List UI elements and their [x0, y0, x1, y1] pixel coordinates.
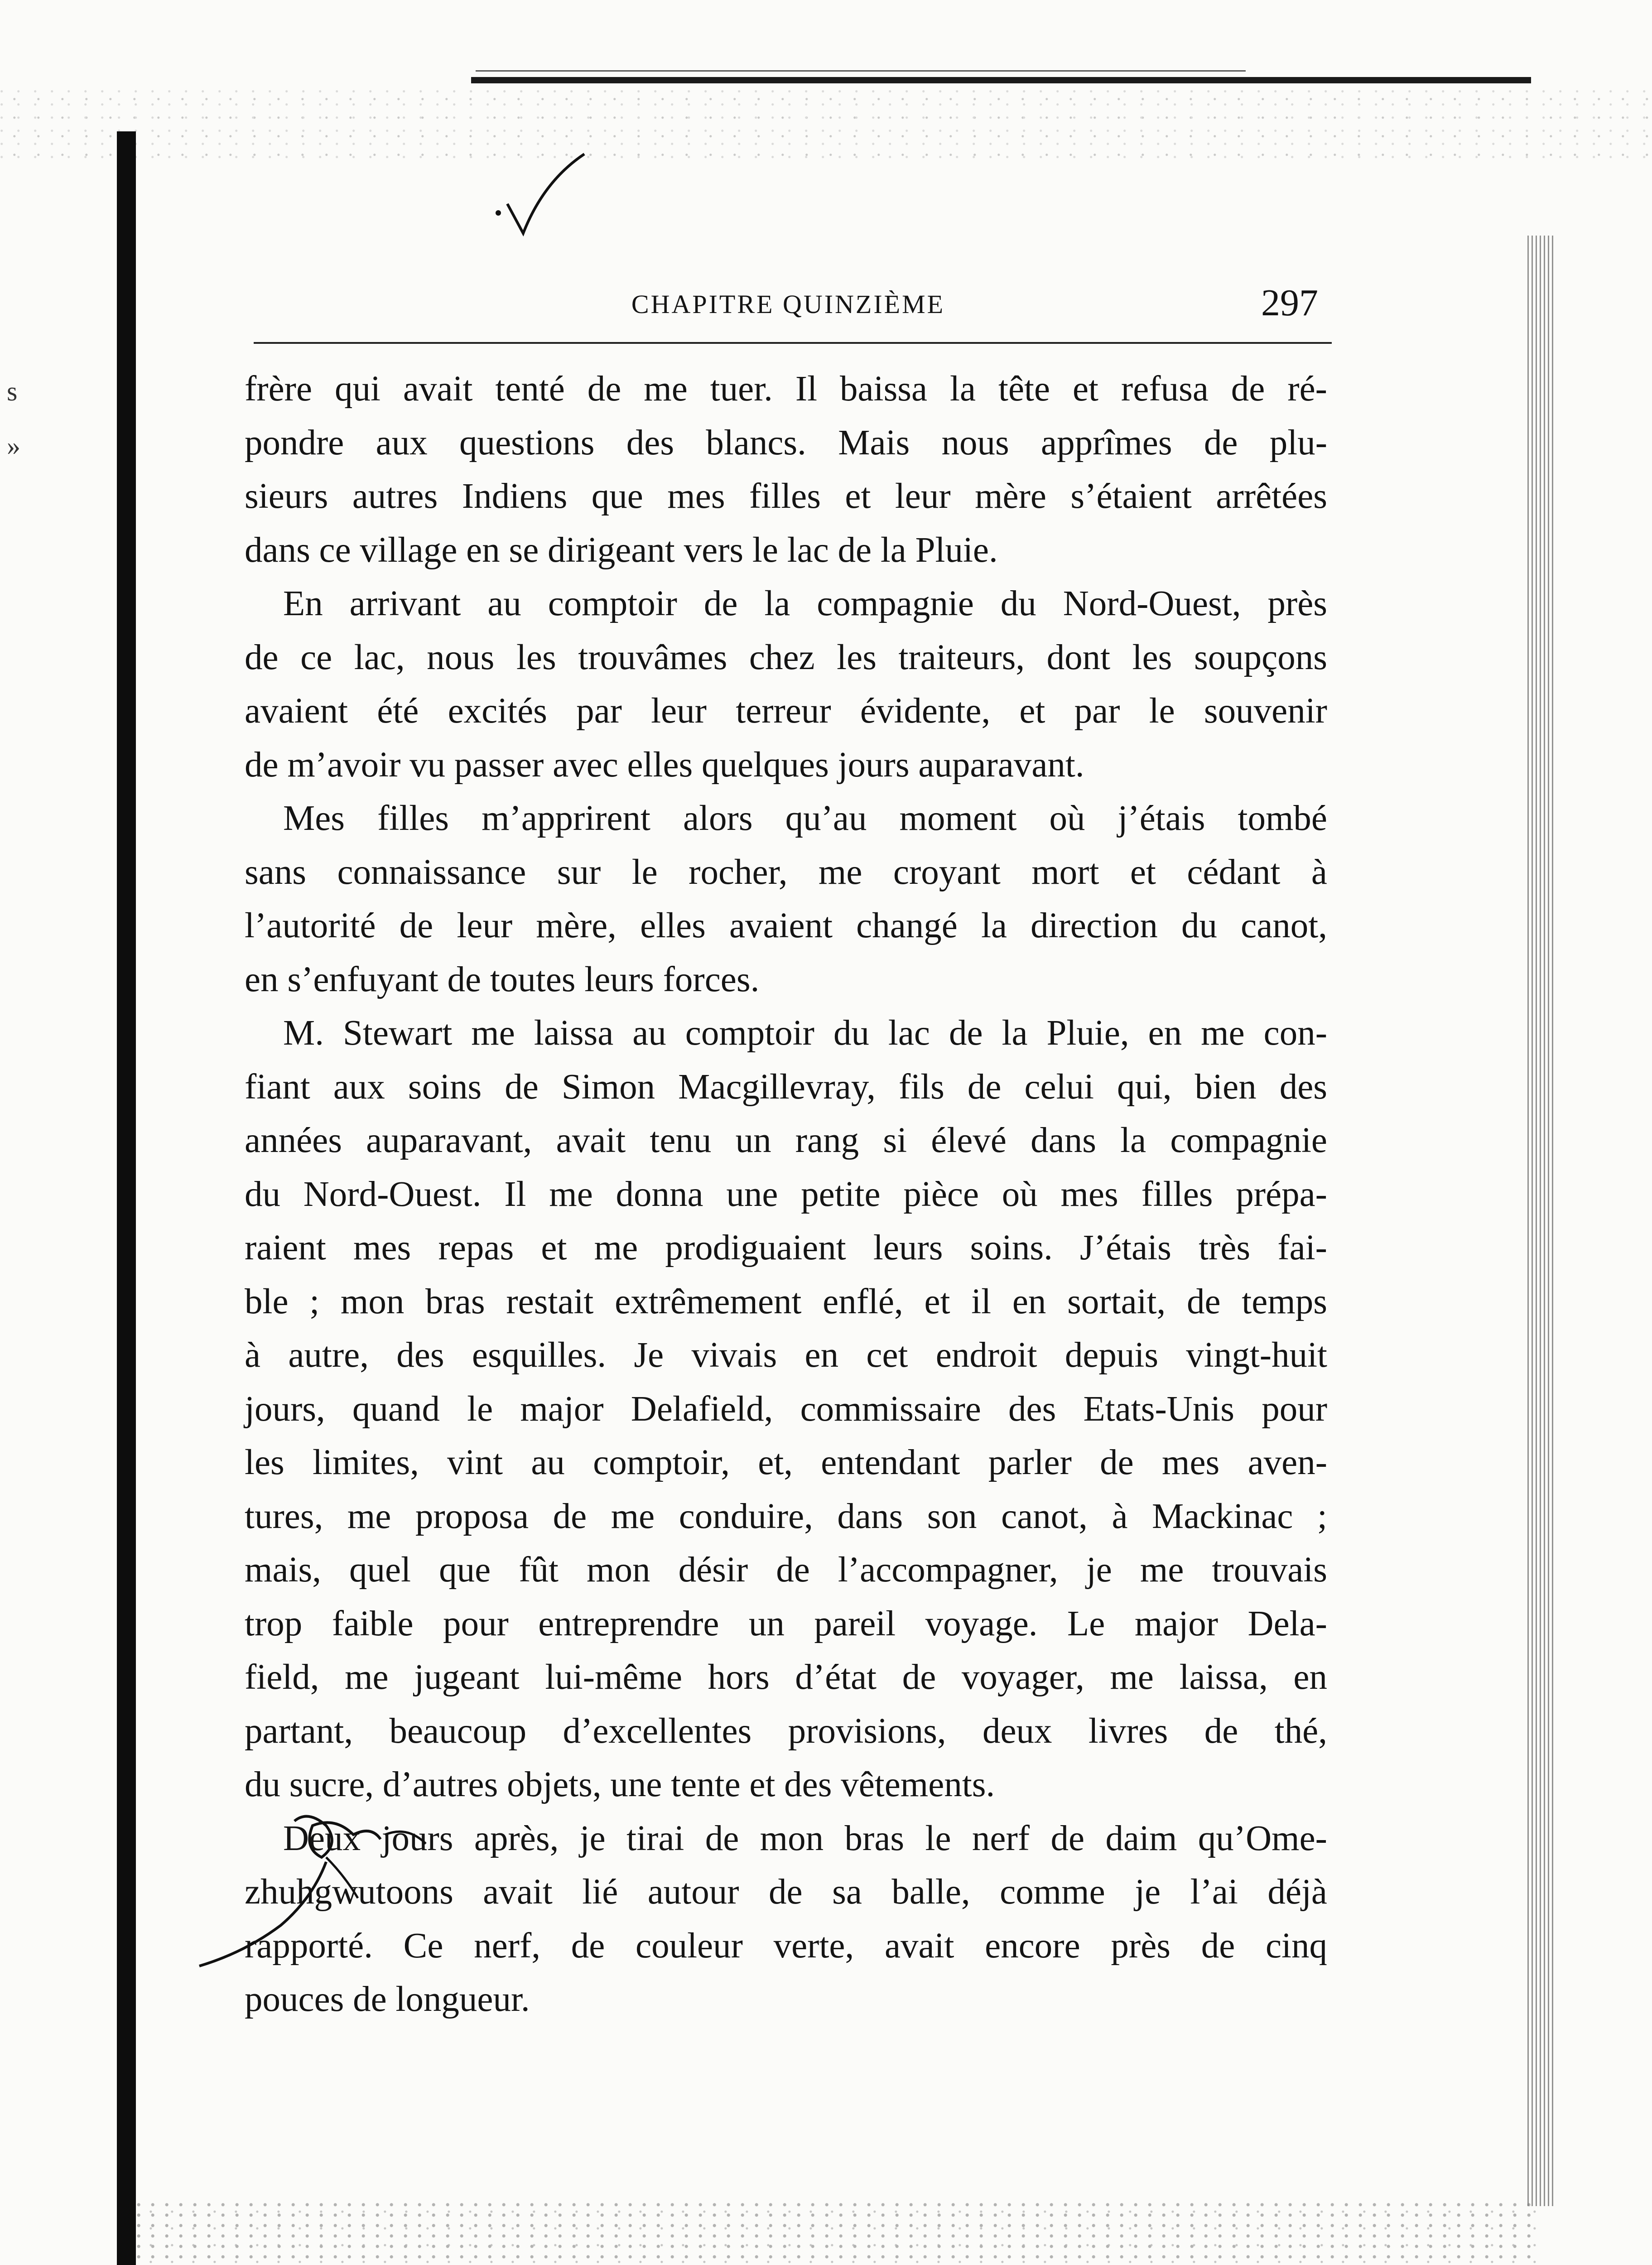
text-line: les limites, vint au comptoir, et, entendant parler de mes aven- — [245, 1443, 1327, 1482]
scan-right-edge — [1527, 236, 1555, 2206]
margin-mark: » — [7, 431, 20, 461]
text-line: Deux jours après, je tirai de mon bras le nerf de daim qu’Ome- — [283, 1818, 1327, 1858]
text-line: de ce lac, nous les trouvâmes chez les traiteurs, dont les soupçons — [245, 637, 1327, 677]
text-line: Mes filles m’apprirent alors qu’au moment où j’étais tombé — [283, 799, 1327, 838]
text-line: pondre aux questions des blancs. Mais nous apprîmes de plu- — [245, 423, 1327, 463]
margin-mark: s — [7, 376, 18, 406]
scan-binding-shadow — [117, 131, 136, 2265]
text-line: pouces de longueur. — [245, 1980, 530, 2019]
text-line: sieurs autres Indiens que mes filles et leur mère s’étaient arrêtées — [245, 477, 1327, 516]
text-line: fiant aux soins de Simon Macgillevray, fils de celui qui, bien des — [245, 1067, 1327, 1107]
text-line: l’autorité de leur mère, elles avaient changé la direction du canot, — [245, 906, 1327, 945]
text-line: années auparavant, avait tenu un rang si élevé dans la compagnie — [245, 1121, 1327, 1160]
text-line: du Nord-Ouest. Il me donna une petite pièce où mes filles prépa- — [245, 1174, 1327, 1214]
text-line: sans connaissance sur le rocher, me croyant mort et cédant à — [245, 852, 1327, 892]
text-line: frère qui avait tenté de me tuer. Il baissa la tête et refusa de ré- — [245, 369, 1327, 409]
text-line: dans ce village en se dirigeant vers le lac de la Pluie. — [245, 530, 998, 570]
text-line: field, me jugeant lui-même hors d’état de voyager, me laissa, en — [245, 1658, 1327, 1697]
text-line: raient mes repas et me prodiguaient leurs soins. J’étais très fai- — [245, 1228, 1327, 1267]
scan-edge-line — [476, 70, 1246, 72]
chapter-title: CHAPITRE QUINZIÈME — [631, 289, 945, 319]
text-line: de m’avoir vu passer avec elles quelques jours auparavant. — [245, 745, 1084, 785]
page-number: 297 — [1261, 282, 1318, 324]
scan-top-border — [471, 77, 1531, 83]
running-head — [245, 281, 1332, 331]
text-line: jours, quand le major Delafield, commissaire des Etats-Unis pour — [245, 1389, 1327, 1429]
text-line: En arrivant au comptoir de la compagnie du Nord-Ouest, près — [283, 584, 1327, 623]
checkmark-icon — [480, 149, 589, 240]
text-line: en s’enfuyant de toutes leurs forces. — [245, 959, 760, 999]
text-line: partant, beaucoup d’excellentes provisions, deux livres de thé, — [245, 1711, 1327, 1751]
text-line: à autre, des esquilles. Je vivais en cet endroit depuis vingt-huit — [245, 1335, 1327, 1375]
scan-noise-top — [0, 86, 1652, 168]
text-line: avaient été excités par leur terreur évidente, et par le souvenir — [245, 691, 1327, 731]
body-text — [245, 362, 1327, 2027]
text-line: zhuhgwutoons avait lié autour de sa balle, comme je l’ai déjà — [245, 1872, 1327, 1912]
text-line: tures, me proposa de me conduire, dans son canot, à Mackinac ; — [245, 1496, 1327, 1536]
text-line: rapporté. Ce nerf, de couleur verte, avait encore près de cinq — [245, 1926, 1327, 1966]
text-line: M. Stewart me laissa au comptoir du lac de la Pluie, en me con- — [283, 1013, 1327, 1053]
header-rule — [254, 342, 1332, 344]
text-line: ble ; mon bras restait extrêmement enflé, et il en sortait, de temps — [245, 1282, 1327, 1321]
scan-noise-bottom — [136, 2202, 1540, 2265]
text-line: trop faible pour entreprendre un pareil voyage. Le major Dela- — [245, 1604, 1327, 1643]
text-line: du sucre, d’autres objets, une tente et des vêtements. — [245, 1765, 995, 1804]
handwritten-scribble — [190, 1807, 598, 1998]
text-line: mais, quel que fût mon désir de l’accompagner, je me trouvais — [245, 1550, 1327, 1590]
